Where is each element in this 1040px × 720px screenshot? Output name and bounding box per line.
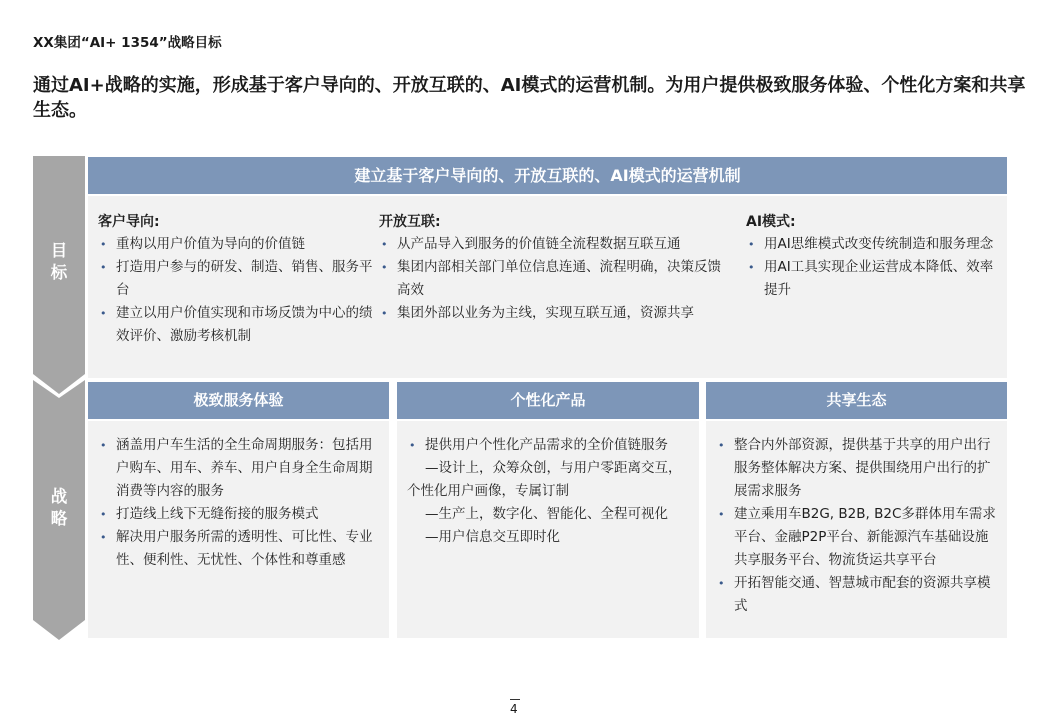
strategy-column-service [98, 434, 378, 572]
page-number: 4 [510, 702, 518, 716]
list-item: • 建立以用户价值实现和市场反馈为中心的绩效评价、激励考核机制 [98, 302, 373, 348]
goal-section-title: 建立基于客户导向的、开放互联的、AI模式的运营机制 [88, 157, 1007, 194]
sub-item: —生产上，数字化、智能化、全程可视化 [425, 506, 668, 522]
goal-column-heading: 客户导向: [98, 214, 160, 230]
goal-column-ai [746, 211, 998, 302]
list-item: • 集团外部以业务为主线，实现互联互通，资源共享 [379, 302, 724, 325]
list-item: • 重构以用户价值为导向的价值链 [98, 233, 373, 256]
strategy-column-product [407, 434, 690, 549]
list-item: • 开拓智能交通、智慧城市配套的资源共享模式 [716, 572, 998, 618]
goal-column-customer [98, 211, 373, 348]
list-item: • 用AI思维模式改变传统制造和服务理念 [746, 233, 998, 256]
sub-item: —用户信息交互即时化 [425, 529, 560, 545]
list-item: • 涵盖用户车生活的全生命周期服务：包括用户购车、用车、养车、用户自身全生命周期消费等内容的服务 [98, 434, 378, 503]
document-title: XX集团“AI+ 1354”战略目标 [33, 35, 222, 51]
list-item: • 整合内外部资源，提供基于共享的用户出行服务整体解决方案、提供围绕用户出行的扩展需求服务 [716, 434, 998, 503]
goal-side-label: 目标 [50, 241, 68, 282]
strategy-column-title: 共享生态 [706, 382, 1007, 419]
list-item: • 建立乘用车B2G, B2B, B2C多群体用车需求平台、金融P2P平台、新能源汽车基础设施共享服务平台、物流货运共享平台 [716, 503, 998, 572]
goal-column-heading: 开放互联: [379, 214, 441, 230]
list-item: • 提供用户个性化产品需求的全价值链服务 [407, 434, 690, 457]
strategy-side-label: 战略 [50, 487, 68, 528]
list-item: • 打造用户参与的研发、制造、销售、服务平台 [98, 256, 373, 302]
list-item: • 集团内部相关部门单位信息连通、流程明确，决策反馈高效 [379, 256, 724, 302]
list-item: • 用AI工具实现企业运营成本降低、效率提升 [746, 256, 998, 302]
headline: 通过AI+战略的实施，形成基于客户导向的、开放互联的、AI模式的运营机制。为用户提供极致服务体验、个性化方案和共享生态。 [33, 75, 1026, 121]
list-item: • 打造线上线下无缝衔接的服务模式 [98, 503, 378, 526]
list-item: • 解决用户服务所需的透明性、可比性、专业性、便利性、无忧性、个体性和尊重感 [98, 526, 378, 572]
strategy-column-title: 个性化产品 [397, 382, 699, 419]
sub-item: —设计上，众筹众创，与用户零距离交互，个性化用户画像，专属订制 [407, 460, 682, 499]
goal-column-heading: AI模式: [746, 214, 796, 230]
list-item: • 从产品导入到服务的价值链全流程数据互联互通 [379, 233, 724, 256]
strategy-column-title: 极致服务体验 [88, 382, 389, 419]
goal-column-open [379, 211, 724, 325]
strategy-column-ecosystem [716, 434, 998, 618]
